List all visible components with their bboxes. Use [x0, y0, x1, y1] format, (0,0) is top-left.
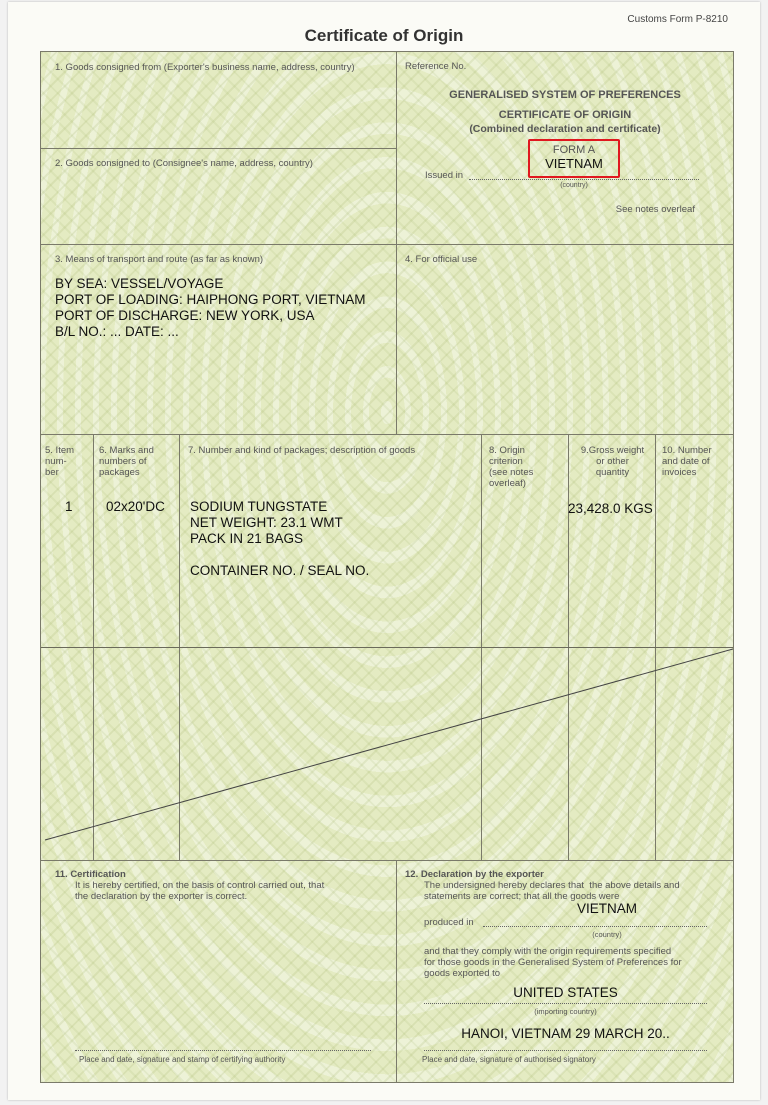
gsp-heading: GENERALISED SYSTEM OF PREFERENCES — [449, 89, 681, 101]
combined-heading: (Combined declaration and certificate) — [469, 123, 661, 135]
description-line-1: SODIUM TUNGSTATE — [190, 499, 328, 514]
box-11-caption: Place and date, signature and stamp of certifying authority — [79, 1055, 286, 1064]
transport-line-3: PORT OF DISCHARGE: NEW YORK, USA — [55, 308, 315, 323]
form-a-label: FORM A — [552, 144, 596, 156]
box-11-text: It is hereby certified, on the basis of control carried out, that the declaration by the exporter is correct. — [75, 880, 325, 902]
description-line-3: PACK IN 21 BAGS — [190, 531, 304, 546]
box-11-title: 11. Certification — [55, 869, 126, 880]
box-1-label: 1. Goods consigned from (Exporter's business name, address, country) — [55, 62, 355, 73]
description-line-5: CONTAINER NO. / SEAL NO. — [190, 563, 370, 578]
gross-weight-value: 23,428.0 KGS — [568, 501, 653, 516]
issued-in-label: Issued in — [425, 170, 464, 181]
produced-in-value: VIETNAM — [576, 901, 637, 916]
certificate-page — [8, 2, 760, 1100]
box-11-certification — [41, 861, 397, 1082]
certificate-form — [40, 51, 734, 1083]
box-2-label: 2. Goods consigned to (Consignee's name, address, country) — [55, 158, 313, 169]
page-title: Certificate of Origin — [304, 26, 464, 45]
column-5-header: 5. Item num- ber — [45, 445, 75, 478]
form-code: Customs Form P-8210 — [627, 14, 728, 25]
column-7-header: 7. Number and kind of packages; description of goods — [188, 445, 416, 456]
column-10-header: 10. Number and date of invoices — [662, 445, 712, 478]
importing-country-caption: (importing country) — [534, 1007, 597, 1016]
marks-value: 02x20'DC — [106, 499, 165, 514]
issued-in-value: VIETNAM — [545, 156, 603, 171]
see-notes-label: See notes overleaf — [615, 204, 695, 215]
box-3-label: 3. Means of transport and route (as far as known) — [55, 254, 264, 265]
column-6-header: 6. Marks and numbers of packages — [99, 445, 154, 478]
box-12-title: 12. Declaration by the exporter — [405, 869, 544, 880]
place-date-value: HANOI, VIETNAM 29 MARCH 20.. — [461, 1026, 670, 1041]
box-12-exporter-declaration — [397, 861, 733, 1082]
description-line-2: NET WEIGHT: 23.1 WMT — [190, 515, 343, 530]
box-11-signature-line — [75, 1050, 371, 1051]
item-number: 1 — [65, 499, 73, 514]
transport-line-4: B/L NO.: ... DATE: ... — [55, 324, 179, 339]
box-12-text-2: and that they comply with the origin requirements specified for those goods in the Generalised System of Preferences for goods exported to — [424, 946, 682, 979]
box-12-caption: Place and date, signature of authorised signatory — [422, 1055, 596, 1064]
importing-country-value: UNITED STATES — [513, 985, 618, 1000]
certificate-heading: CERTIFICATE OF ORIGIN — [498, 109, 632, 121]
column-9-header: 9.Gross weight or other quantity — [580, 445, 645, 478]
transport-line-2: PORT OF LOADING: HAIPHONG PORT, VIETNAM — [55, 292, 366, 307]
importing-country-dotted-line — [424, 1003, 707, 1004]
box-12-signature-line — [424, 1050, 707, 1051]
country-caption: (country) — [560, 182, 588, 189]
produced-in-dotted-line — [483, 926, 707, 927]
box-12-text-1: The undersigned hereby declares that the above details and statements are correct; that all the goods were — [424, 880, 680, 902]
produced-in-label: produced in — [424, 917, 474, 928]
transport-line-1: BY SEA: VESSEL/VOYAGE — [55, 276, 224, 291]
column-8-header: 8. Origin criterion (see notes overleaf) — [489, 445, 534, 489]
box-4-label: 4. For official use — [405, 254, 478, 265]
produced-country-caption: (country) — [592, 930, 622, 939]
reference-label: Reference No. — [405, 61, 467, 72]
